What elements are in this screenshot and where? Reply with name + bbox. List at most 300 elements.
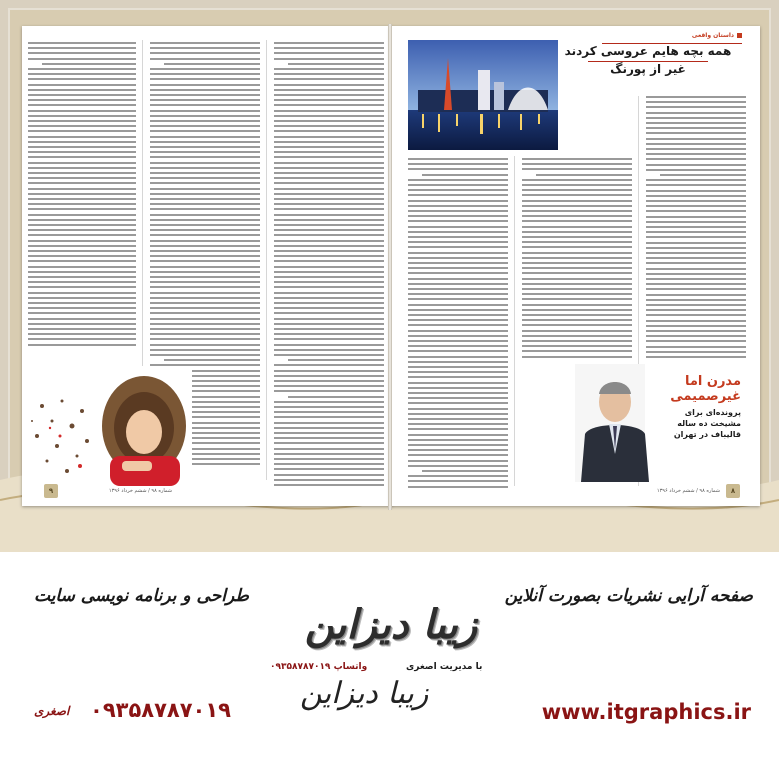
text-line bbox=[150, 224, 260, 226]
text-line bbox=[522, 309, 632, 311]
text-line bbox=[408, 293, 508, 295]
text-line bbox=[28, 208, 136, 210]
text-line bbox=[28, 333, 136, 335]
text-line bbox=[408, 486, 508, 488]
text-line bbox=[28, 286, 136, 288]
text-line bbox=[28, 162, 136, 164]
text-line bbox=[274, 146, 384, 148]
text-line bbox=[422, 470, 508, 472]
text-line bbox=[408, 371, 508, 373]
text-line bbox=[522, 267, 632, 269]
text-line bbox=[522, 226, 632, 228]
text-line bbox=[646, 184, 746, 186]
banner-text-block bbox=[645, 374, 741, 440]
text-line bbox=[408, 278, 508, 280]
tagline-web-design: طراحی و برنامه نویسی سایت bbox=[34, 586, 249, 606]
text-line bbox=[646, 262, 746, 264]
text-line bbox=[646, 304, 746, 306]
text-line bbox=[274, 84, 384, 86]
text-line bbox=[408, 262, 508, 264]
text-line bbox=[274, 385, 384, 387]
text-line bbox=[274, 312, 384, 314]
text-line bbox=[408, 428, 508, 430]
text-line bbox=[150, 318, 260, 320]
text-line bbox=[646, 200, 746, 202]
text-line bbox=[408, 168, 508, 170]
text-line bbox=[408, 449, 508, 451]
text-line bbox=[150, 344, 260, 346]
text-line bbox=[274, 188, 384, 190]
text-line bbox=[274, 328, 384, 330]
text-line bbox=[150, 182, 260, 184]
text-line bbox=[28, 104, 136, 106]
text-line bbox=[646, 278, 746, 280]
text-line bbox=[408, 402, 508, 404]
text-line bbox=[274, 281, 384, 283]
text-line bbox=[522, 324, 632, 326]
text-line bbox=[28, 58, 136, 60]
text-line bbox=[408, 309, 508, 311]
text-line bbox=[274, 375, 384, 377]
text-line bbox=[28, 78, 136, 80]
text-line bbox=[150, 141, 260, 143]
text-line bbox=[646, 158, 746, 160]
text-line bbox=[150, 234, 260, 236]
text-line bbox=[274, 156, 384, 158]
text-line bbox=[646, 226, 746, 228]
text-line bbox=[408, 356, 508, 358]
text-line bbox=[150, 146, 260, 148]
text-line bbox=[28, 338, 136, 340]
text-line bbox=[408, 444, 508, 446]
text-line bbox=[28, 266, 136, 268]
text-line bbox=[408, 241, 508, 243]
text-line bbox=[28, 323, 136, 325]
text-line bbox=[150, 302, 260, 304]
text-line bbox=[408, 350, 508, 352]
text-line bbox=[28, 125, 136, 127]
text-line bbox=[150, 312, 260, 314]
text-line bbox=[646, 231, 746, 233]
text-line bbox=[274, 453, 384, 455]
text-line bbox=[646, 210, 746, 212]
text-line bbox=[646, 122, 746, 124]
text-line bbox=[522, 168, 632, 170]
text-line bbox=[274, 458, 384, 460]
text-line bbox=[274, 141, 384, 143]
text-line bbox=[274, 286, 384, 288]
text-line bbox=[522, 205, 632, 207]
text-line bbox=[646, 309, 746, 311]
text-line bbox=[274, 219, 384, 221]
banner-title-line-2: غیرصمیمی bbox=[670, 389, 741, 404]
text-line bbox=[274, 468, 384, 470]
text-line bbox=[150, 266, 260, 268]
text-line bbox=[408, 324, 508, 326]
text-line bbox=[274, 182, 384, 184]
text-line bbox=[522, 304, 632, 306]
text-line bbox=[646, 299, 746, 301]
text-line bbox=[408, 465, 508, 467]
woman-portrait-illustration bbox=[22, 366, 192, 486]
text-line bbox=[28, 344, 136, 346]
text-line bbox=[274, 110, 384, 112]
text-line bbox=[150, 208, 260, 210]
text-line bbox=[408, 231, 508, 233]
text-line bbox=[646, 268, 746, 270]
text-line bbox=[150, 338, 260, 340]
text-line bbox=[150, 167, 260, 169]
text-line bbox=[150, 297, 260, 299]
text-line bbox=[150, 198, 260, 200]
text-line bbox=[150, 84, 260, 86]
text-line bbox=[274, 422, 384, 424]
text-line bbox=[274, 380, 384, 382]
text-line bbox=[28, 255, 136, 257]
text-line bbox=[28, 224, 136, 226]
text-line bbox=[522, 158, 632, 160]
text-line bbox=[42, 63, 136, 65]
website-text: www.itgraphics.ir bbox=[541, 700, 751, 724]
text-line bbox=[274, 58, 384, 60]
right-page bbox=[390, 26, 760, 506]
text-line bbox=[28, 271, 136, 273]
text-line bbox=[150, 271, 260, 273]
text-line bbox=[150, 68, 260, 70]
text-line bbox=[274, 172, 384, 174]
text-line bbox=[408, 460, 508, 462]
text-line bbox=[28, 52, 136, 54]
text-line bbox=[646, 356, 746, 358]
text-line bbox=[150, 156, 260, 158]
text-line bbox=[274, 297, 384, 299]
text-line bbox=[408, 480, 508, 482]
text-line bbox=[150, 120, 260, 122]
text-line bbox=[522, 236, 632, 238]
text-line bbox=[408, 288, 508, 290]
banner-title-line-1: مدرن اما bbox=[684, 374, 741, 389]
text-line bbox=[408, 205, 508, 207]
text-line bbox=[408, 220, 508, 222]
section-marker-icon bbox=[737, 33, 742, 38]
text-line bbox=[646, 148, 746, 150]
text-line bbox=[408, 252, 508, 254]
text-line bbox=[274, 349, 384, 351]
text-line bbox=[646, 164, 746, 166]
text-line bbox=[274, 136, 384, 138]
text-line bbox=[150, 292, 260, 294]
text-line bbox=[274, 370, 384, 372]
text-line bbox=[522, 319, 632, 321]
text-line bbox=[408, 314, 508, 316]
text-line bbox=[522, 241, 632, 243]
text-line bbox=[522, 246, 632, 248]
text-line bbox=[274, 89, 384, 91]
text-line bbox=[28, 84, 136, 86]
text-line bbox=[522, 345, 632, 347]
text-line bbox=[150, 136, 260, 138]
text-line bbox=[274, 484, 384, 486]
text-line bbox=[28, 250, 136, 252]
text-line bbox=[646, 283, 746, 285]
text-line bbox=[274, 432, 384, 434]
tagline-publication-layout: صفحه آرایی نشریات بصورت آنلاین bbox=[504, 586, 753, 606]
text-line bbox=[28, 328, 136, 330]
text-line bbox=[522, 252, 632, 254]
text-line bbox=[274, 104, 384, 106]
text-line bbox=[150, 328, 260, 330]
text-line bbox=[150, 162, 260, 164]
text-line bbox=[150, 250, 260, 252]
text-line bbox=[522, 200, 632, 202]
text-line bbox=[646, 236, 746, 238]
text-line bbox=[522, 262, 632, 264]
text-line bbox=[408, 272, 508, 274]
text-line bbox=[522, 231, 632, 233]
text-line bbox=[408, 361, 508, 363]
text-line bbox=[522, 298, 632, 300]
text-line bbox=[274, 333, 384, 335]
text-line bbox=[522, 314, 632, 316]
text-line bbox=[28, 193, 136, 195]
text-line bbox=[274, 130, 384, 132]
text-line bbox=[28, 146, 136, 148]
text-line bbox=[522, 350, 632, 352]
text-line bbox=[274, 338, 384, 340]
text-line bbox=[408, 454, 508, 456]
text-line bbox=[274, 177, 384, 179]
text-line bbox=[150, 203, 260, 205]
city-night-photo bbox=[408, 40, 558, 150]
whatsapp-label: واتساپ ۰۹۳۵۸۷۸۷۰۱۹ bbox=[270, 662, 368, 672]
text-line bbox=[408, 210, 508, 212]
text-line bbox=[522, 283, 632, 285]
text-line bbox=[150, 240, 260, 242]
ad-banner bbox=[0, 552, 779, 765]
politician-photo-banner bbox=[575, 364, 747, 482]
text-line bbox=[274, 411, 384, 413]
text-line bbox=[150, 78, 260, 80]
text-line bbox=[274, 214, 384, 216]
text-line bbox=[522, 189, 632, 191]
text-line bbox=[150, 255, 260, 257]
text-line bbox=[408, 413, 508, 415]
text-line bbox=[288, 63, 384, 65]
text-line bbox=[150, 42, 260, 44]
text-line bbox=[408, 382, 508, 384]
text-line bbox=[408, 392, 508, 394]
brand-signature: زیبا دیزاین bbox=[300, 676, 429, 711]
text-line bbox=[646, 325, 746, 327]
text-line bbox=[28, 99, 136, 101]
text-line bbox=[408, 298, 508, 300]
text-line bbox=[28, 240, 136, 242]
text-line bbox=[150, 47, 260, 49]
text-line bbox=[660, 174, 746, 176]
text-line bbox=[28, 136, 136, 138]
text-line bbox=[28, 292, 136, 294]
text-line bbox=[274, 271, 384, 273]
text-line bbox=[408, 179, 508, 181]
text-line bbox=[288, 359, 384, 361]
text-line bbox=[150, 172, 260, 174]
text-line bbox=[150, 307, 260, 309]
column-divider bbox=[514, 156, 515, 486]
text-line bbox=[522, 184, 632, 186]
text-line bbox=[522, 340, 632, 342]
text-line bbox=[150, 73, 260, 75]
text-line bbox=[522, 272, 632, 274]
text-line bbox=[646, 330, 746, 332]
text-line bbox=[274, 401, 384, 403]
text-line bbox=[274, 162, 384, 164]
text-line bbox=[150, 349, 260, 351]
text-line bbox=[274, 276, 384, 278]
text-line bbox=[150, 276, 260, 278]
text-line bbox=[408, 215, 508, 217]
text-line bbox=[408, 423, 508, 425]
text-line bbox=[522, 210, 632, 212]
text-line bbox=[522, 179, 632, 181]
text-line bbox=[28, 115, 136, 117]
text-line bbox=[28, 141, 136, 143]
text-line bbox=[274, 229, 384, 231]
text-line bbox=[274, 115, 384, 117]
text-line bbox=[274, 250, 384, 252]
text-line bbox=[522, 288, 632, 290]
text-line bbox=[646, 153, 746, 155]
text-line bbox=[28, 151, 136, 153]
text-line bbox=[274, 151, 384, 153]
text-line bbox=[150, 354, 260, 356]
text-line bbox=[646, 216, 746, 218]
text-line bbox=[28, 47, 136, 49]
text-line bbox=[274, 245, 384, 247]
text-line bbox=[522, 163, 632, 165]
text-line bbox=[150, 177, 260, 179]
text-line bbox=[408, 184, 508, 186]
text-line bbox=[28, 245, 136, 247]
text-line bbox=[28, 89, 136, 91]
text-line bbox=[28, 73, 136, 75]
text-line bbox=[28, 94, 136, 96]
text-line bbox=[274, 354, 384, 356]
text-line bbox=[28, 219, 136, 221]
text-line bbox=[408, 408, 508, 410]
text-line bbox=[522, 335, 632, 337]
text-line bbox=[28, 234, 136, 236]
text-line bbox=[28, 68, 136, 70]
text-line bbox=[408, 376, 508, 378]
text-line bbox=[274, 240, 384, 242]
text-line bbox=[28, 42, 136, 44]
article-headline bbox=[558, 44, 738, 77]
text-line bbox=[646, 106, 746, 108]
text-line bbox=[274, 167, 384, 169]
text-line bbox=[274, 78, 384, 80]
text-line bbox=[274, 120, 384, 122]
text-line bbox=[28, 110, 136, 112]
text-line bbox=[274, 437, 384, 439]
text-line bbox=[150, 151, 260, 153]
text-line bbox=[150, 193, 260, 195]
text-line bbox=[150, 99, 260, 101]
text-line bbox=[274, 292, 384, 294]
phone-number: ۰۹۳۵۸۷۸۷۰۱۹ bbox=[90, 698, 231, 722]
text-line bbox=[274, 94, 384, 96]
text-line bbox=[150, 125, 260, 127]
text-line bbox=[28, 182, 136, 184]
text-line bbox=[150, 333, 260, 335]
text-line bbox=[150, 110, 260, 112]
website-link[interactable] bbox=[542, 700, 751, 724]
text-line bbox=[274, 208, 384, 210]
woman-portrait-photo bbox=[22, 366, 192, 486]
text-line bbox=[646, 335, 746, 337]
text-line bbox=[28, 172, 136, 174]
text-line bbox=[408, 345, 508, 347]
text-line bbox=[522, 330, 632, 332]
text-line bbox=[536, 174, 632, 176]
text-line bbox=[646, 169, 746, 171]
text-line bbox=[646, 340, 746, 342]
text-line bbox=[646, 179, 746, 181]
text-line bbox=[150, 130, 260, 132]
text-line bbox=[28, 302, 136, 304]
city-skyline-illustration bbox=[408, 40, 558, 150]
text-line bbox=[522, 194, 632, 196]
manager-label: با مدیریت اصغری bbox=[406, 662, 483, 672]
text-line bbox=[274, 266, 384, 268]
text-line bbox=[646, 190, 746, 192]
text-line bbox=[28, 120, 136, 122]
text-line bbox=[274, 463, 384, 465]
text-line bbox=[150, 89, 260, 91]
column-divider bbox=[266, 40, 267, 480]
text-line bbox=[646, 294, 746, 296]
right-page-footer: شماره ۹۸ / ششم خرداد ۱۳۹۶ bbox=[656, 488, 720, 494]
text-line bbox=[408, 236, 508, 238]
text-line bbox=[408, 200, 508, 202]
text-line bbox=[646, 346, 746, 348]
text-line bbox=[28, 198, 136, 200]
text-line bbox=[408, 397, 508, 399]
text-line bbox=[28, 188, 136, 190]
text-line bbox=[150, 94, 260, 96]
text-line bbox=[408, 226, 508, 228]
text-line bbox=[274, 318, 384, 320]
text-line bbox=[646, 143, 746, 145]
text-line bbox=[288, 396, 384, 398]
banner-subtitle-line-2: مشیخت ده ساله bbox=[677, 419, 741, 428]
text-line bbox=[28, 276, 136, 278]
text-line bbox=[646, 320, 746, 322]
left-page-footer: شماره ۹۸ / ششم خرداد ۱۳۹۶ bbox=[108, 488, 172, 494]
text-line bbox=[150, 188, 260, 190]
text-line bbox=[408, 434, 508, 436]
text-line bbox=[408, 304, 508, 306]
text-line bbox=[150, 281, 260, 283]
text-line bbox=[150, 58, 260, 60]
banner-subtitle-line-3: قالیباف در تهران bbox=[673, 430, 741, 439]
text-line bbox=[274, 364, 384, 366]
text-line bbox=[408, 189, 508, 191]
text-line bbox=[274, 260, 384, 262]
text-line bbox=[150, 115, 260, 117]
text-line bbox=[274, 448, 384, 450]
text-line bbox=[646, 351, 746, 353]
text-line bbox=[646, 221, 746, 223]
